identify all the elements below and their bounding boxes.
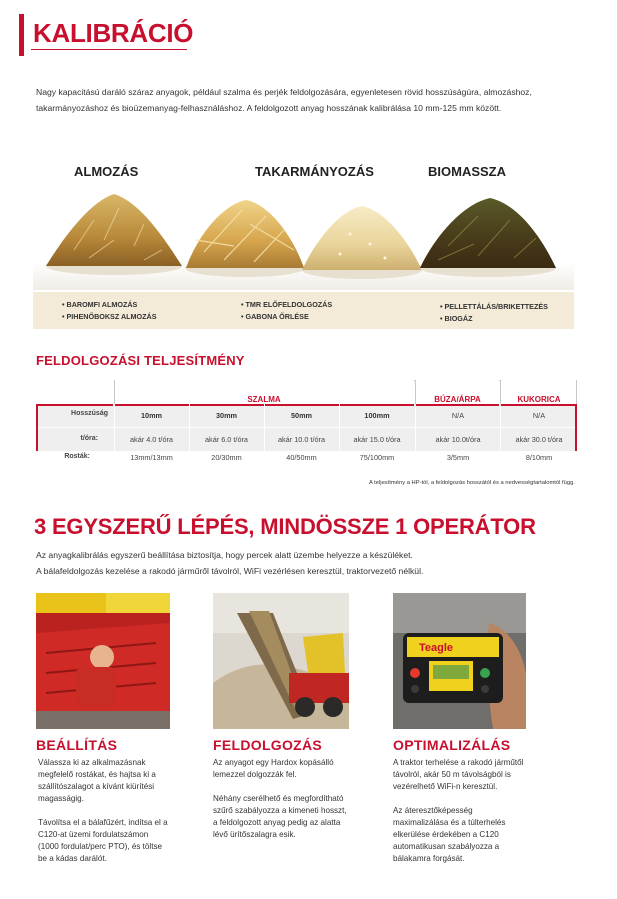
cell-rate: akár 15.0 t/óra — [353, 435, 401, 444]
performance-title: FELDOLGOZÁSI TELJESÍTMÉNY — [36, 353, 245, 368]
application-bullets-band — [33, 292, 574, 329]
row-label-rate: t/óra: — [80, 435, 98, 442]
category-title-biomassza: BIOMASSZA — [428, 164, 506, 179]
cell-length: 30mm — [215, 411, 238, 420]
bullet-list-biomassza — [440, 301, 548, 325]
bullet-item: • PIHENŐBOKSZ ALMOZÁS — [62, 312, 157, 321]
group-header-buza: BÚZA/ÁRPA — [416, 380, 499, 406]
cell-rate: akár 10.0t/óra — [435, 435, 481, 444]
bullet-item: • GABONA ŐRLÉSE — [241, 312, 309, 321]
step-title-setup: BEÁLLÍTÁS — [36, 737, 118, 753]
cell-sieves: 13mm/13mm — [130, 453, 173, 462]
bullet-item: • BIOGÁZ — [440, 314, 473, 323]
performance-note: A teljesítmény a HP-tól, a feldolgozás hosszától és a nedvességtartalomtól függ. — [369, 480, 575, 486]
cell-length: 50mm — [290, 411, 313, 420]
performance-table — [36, 380, 577, 470]
straw-heap-image — [44, 180, 184, 280]
cell-sieves: 3/5mm — [446, 453, 470, 462]
grain-heap-image — [300, 194, 424, 282]
cell-length: 10mm — [140, 411, 163, 420]
steps-section-subtitle — [36, 547, 576, 579]
step-paragraph: Válassza ki az alkalmazásnak megfelelő rostákat, és hajtsa ki a szállítószalagot a kívánt kiürítési magasságig. — [38, 758, 156, 803]
device-brand-label: Teagle — [419, 642, 454, 654]
step-text-optimization — [393, 757, 528, 877]
page-title: KALIBRÁCIÓ — [33, 18, 194, 48]
hay-heap-image — [184, 190, 306, 282]
step-paragraph: Az áteresztőképesség maximalizálása és a túlterhelés elkerülése érdekében a C120 automatikusan szabályozza a bálakamra forgását. — [393, 806, 506, 863]
step-text-setup — [38, 757, 171, 877]
setup-photo — [36, 593, 170, 729]
processing-photo — [213, 593, 349, 729]
cell-length: 100mm — [364, 411, 390, 420]
header-accent-bar — [19, 14, 24, 56]
header-underline — [31, 49, 187, 50]
step-paragraph: Néhány cserélhető és megfordítható szűrő szabályozza a kimeneti hosszt, a feldolgozott anyag pedig az alatta lévő ürítőszalagra esik. — [213, 794, 347, 839]
step-paragraph: Távolítsa el a bálafűzért, indítsa el a C120-at üzemi fordulatszámon (1000 fordulat/perc PTO), és töltse be a kádas darálót. — [38, 818, 168, 863]
row-label-length: Hosszúság — [71, 410, 108, 417]
row-label-sieves: Rosták: — [64, 453, 90, 460]
step-text-processing — [213, 757, 348, 853]
biomass-heap-image — [418, 186, 558, 282]
bullet-item: • PELLETTÁLÁS/BRIKETTEZÉS — [440, 302, 548, 311]
bullet-item: • BAROMFI ALMOZÁS — [62, 300, 138, 309]
group-header-szalma: SZALMA — [114, 380, 414, 406]
cell-rate: akár 6.0 t/óra — [205, 435, 248, 444]
optimization-photo — [393, 593, 526, 729]
category-title-takarmanyozas: TAKARMÁNYOZÁS — [255, 164, 374, 179]
cell-sieves: 20/30mm — [211, 453, 242, 462]
category-title-almozas: ALMOZÁS — [74, 164, 139, 179]
step-paragraph: Az anyagot egy Hardox kopásálló lemezzel dolgozzák fel. — [213, 758, 334, 779]
bullet-item: • TMR ELŐFELDOLGOZÁS — [241, 300, 333, 309]
bullet-list-takarmanyozas — [241, 299, 332, 323]
step-title-optimization: OPTIMALIZÁLÁS — [393, 737, 511, 753]
cell-rate: akár 10.0 t/óra — [277, 435, 326, 444]
cell-sieves: 40/50mm — [286, 453, 317, 462]
subtitle-line-1: Az anyagkalibrálás egyszerű beállítása biztosítja, hogy percek alatt üzembe helyezze a készüléket. — [36, 550, 413, 560]
subtitle-line-2: A bálafeldolgozás kezelése a rakodó járműről távolról, WiFi vezérlésen keresztül, traktorvezető nélkül. — [36, 566, 424, 576]
bullet-list-almozas — [62, 299, 157, 323]
cell-rate: akár 30.0 t/óra — [515, 435, 563, 444]
cell-length: N/A — [532, 411, 546, 420]
step-title-processing: FELDOLGOZÁS — [213, 737, 323, 753]
cell-sieves: 75/100mm — [359, 453, 395, 462]
steps-section-title: 3 EGYSZERŰ LÉPÉS, MINDÖSSZE 1 OPERÁTOR — [34, 514, 536, 539]
step-paragraph: A traktor terhelése a rakodó járműtől távolról, akár 50 m távolságból is vezérelhető WiFi-n keresztül. — [393, 758, 524, 791]
intro-paragraph: Nagy kapacitású daráló száraz anyagok, például szalma és perjék feldolgozására, egyenletesen rövid hosszúságúra, almozáshoz, takarmányozáshoz és bioüzemanyag-felhasználáshoz. A feldolgozott anyag hosszának kalibrálása 10 mm-125 mm között. — [36, 87, 532, 113]
cell-rate: akár 4.0 t/óra — [130, 435, 173, 444]
cell-length: N/A — [451, 411, 465, 420]
cell-sieves: 8/10mm — [525, 453, 553, 462]
group-header-kukorica: KUKORICA — [501, 380, 577, 406]
